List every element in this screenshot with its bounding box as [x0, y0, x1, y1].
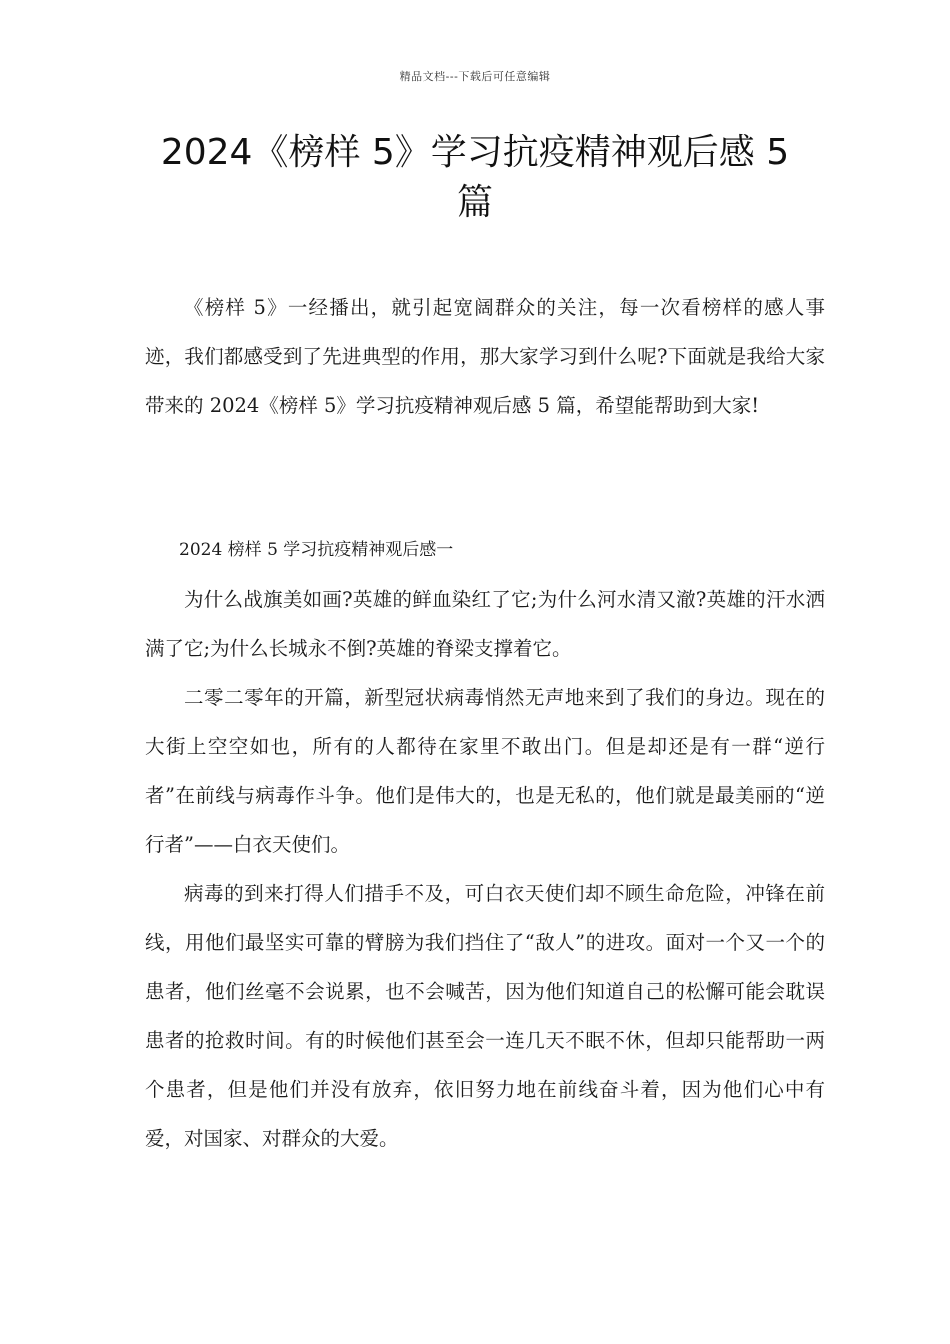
body-paragraph: 为什么战旗美如画?英雄的鲜血染红了它;为什么河水清又澈?英雄的汗水洒满了它;为什么长城永不倒?英雄的脊梁支撑着它。 [145, 588, 825, 660]
intro-block [145, 283, 825, 430]
intro-paragraph: 《榜样 5》一经播出，就引起宽阔群众的关注，每一次看榜样的感人事迹，我们都感受到了先进典型的作用，那大家学习到什么呢?下面就是我给大家带来的 2024《榜样 5》学习抗疫精神观后感 5 篇，希望能帮助到大家! [145, 296, 825, 417]
body-paragraph: 病毒的到来打得人们措手不及，可白衣天使们却不顾生命危险，冲锋在前线，用他们最坚实可靠的臂膀为我们挡住了“敌人”的进攻。面对一个又一个的患者，他们丝毫不会说累，也不会喊苦，因为他们知道自己的松懈可能会耽误患者的抢救时间。有的时候他们甚至会一连几天不眠不休，但却只能帮助一两个患者，但是他们并没有放弃，依旧努力地在前线奋斗着，因为他们心中有爱，对国家、对群众的大爱。 [145, 882, 825, 1150]
header-note: 精品文档---下载后可任意编辑 [399, 70, 551, 83]
section-heading: 2024 榜样 5 学习抗疫精神观后感一 [179, 540, 454, 560]
body-paragraph: 二零二零年的开篇，新型冠状病毒悄然无声地来到了我们的身边。现在的大街上空空如也，所有的人都待在家里不敢出门。但是却还是有一群“逆行者”在前线与病毒作斗争。他们是伟大的，也是无私的，他们就是最美丽的“逆行者”——白衣天使们。 [145, 686, 825, 856]
document-title: 2024《榜样 5》学习抗疫精神观后感 5 篇 [160, 132, 790, 223]
section-1 [145, 526, 825, 1163]
